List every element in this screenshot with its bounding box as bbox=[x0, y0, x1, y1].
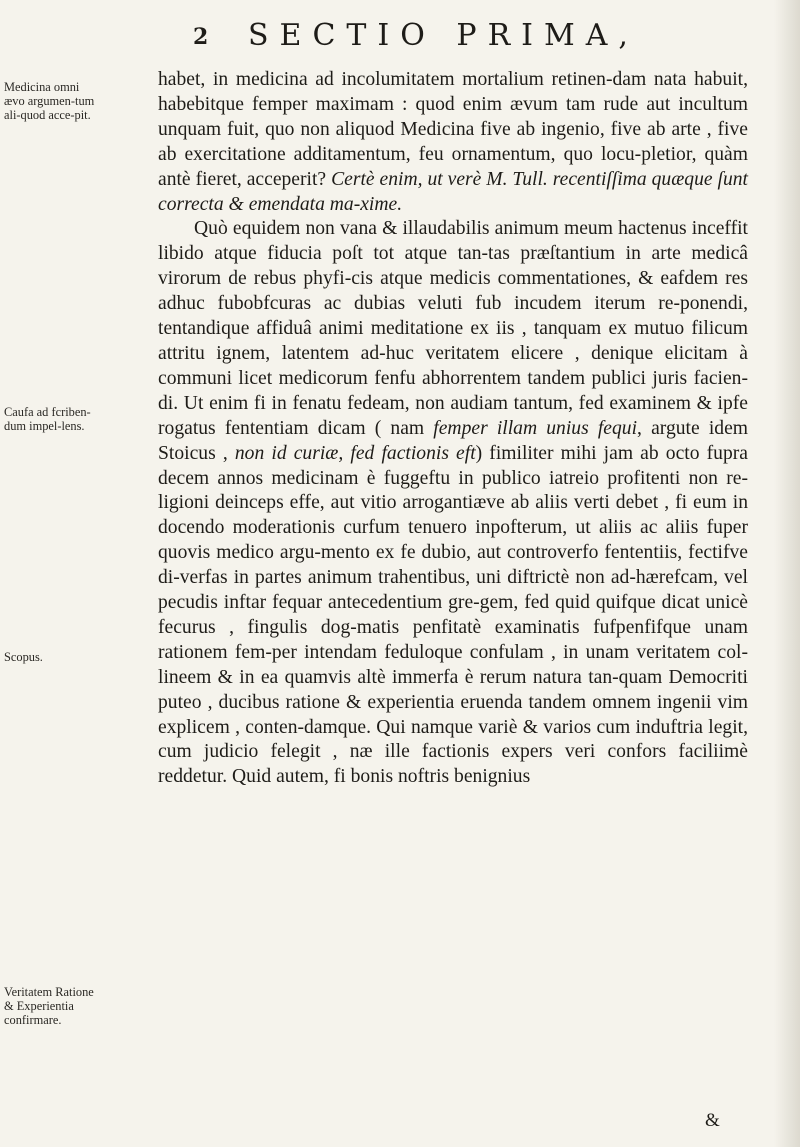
marginal-note-medicina: Medicina omni ævo argumen-tum ali-quod acce-pit. bbox=[4, 80, 95, 122]
running-head: SECTIO PRIMA, bbox=[248, 18, 639, 53]
marginal-note-veritatem: Veritatem Ratione & Experientia confirmare. bbox=[4, 985, 94, 1027]
marginal-note-scopus: Scopus. bbox=[4, 650, 43, 664]
catch-word: & bbox=[705, 1110, 720, 1131]
paragraph-2-quote-2: non id curiæ, fed factionis eft bbox=[234, 442, 476, 464]
paragraph-1 bbox=[158, 68, 748, 217]
marginal-note-causa: Caufa ad fcriben-dum impel-lens. bbox=[4, 405, 91, 433]
paragraph-1-text: habet, in medicina ad incolumitatem mortalium retinen-dam nata habuit, habebitque femper maximam : quod enim ævum tam rude aut incultum unquam fuit, quo non aliquod Medicina five ab ingenio, five ab arte , five ab exercitatione additamentum, feu ornamentum, quo locu-pletior, quàm antè fieret, acceperit? bbox=[158, 69, 748, 190]
body-text bbox=[158, 68, 748, 790]
page-number: 2 bbox=[193, 24, 209, 50]
paragraph-1-quote: Certè enim, ut verè M. Tull. recentiſſima quæque ſunt correcta & emendata ma-xime. bbox=[158, 168, 748, 215]
paragraph-2-text-b: , argute idem Stoicus , bbox=[158, 417, 748, 464]
paragraph-2 bbox=[158, 217, 748, 790]
paragraph-2-quote-1: femper illam unius fequi bbox=[433, 417, 638, 439]
page-edge-shadow bbox=[774, 0, 800, 1147]
paragraph-2-text-c: ) fimiliter mihi jam ab octo fupra decem annos medicinam è fuggeftu in publico iatreio profitenti non re-ligioni deinceps effe, aut vitio arrogantiæve ab aliis verti debet , fi eum in docendo moderationis curfum tenuero inpofterum, ut aliis ac aliis fuper quovis medico argu-mento ex fe dubio, aut controverfo fententiis, fectifve di-verfas in partes animum trahentibus, uni diftrictè non ad-hærefcam, vel pecudis inftar fequar antecedentium gre-gem, fed quid quifque dicat unicè fecurus , fingulis dog-matis penfitatè examinatis fufpenfifque unam rationem fem-per intendam feduloque confulam , in unam veritatem col-lineem & in ea quamvis altè immerfa è rerum natura tan-quam Democriti puteo , ducibus ratione & experientia eruenda tandem omnem ingenii vim explicem , conten-damque. Qui namque variè & varios cum induftria legit, cum judicio felegit , næ ille factionis expers veri confors faciliimè reddetur. Quid autem, fi bonis noftris benignius bbox=[158, 442, 749, 788]
page-header bbox=[0, 18, 800, 68]
paragraph-2-text-a: Quò equidem non vana & illaudabilis animum meum hactenus inceffit libido atque fiducia poſt tot atque tan-tas præſtantium in arte medicâ virorum de rebus phyfi-cis atque medicis commentationes, & eafdem res adhuc fubobfcuras ac dubias veluti fub incudem iterum re-ponendi, tentandique affiduâ animi meditatione ex iis , tanquam ex mutuo filicum attritu ignem, latentem ad-huc veritatem elicere , denique elicitam à communi licet medicorum fenfu abhorrentem tandem publici juris facien-di. Ut enim fi in fenatu fedeam, non audiam tantum, fed examinem & ipfe rogatus fententiam dicam ( nam bbox=[158, 218, 748, 439]
